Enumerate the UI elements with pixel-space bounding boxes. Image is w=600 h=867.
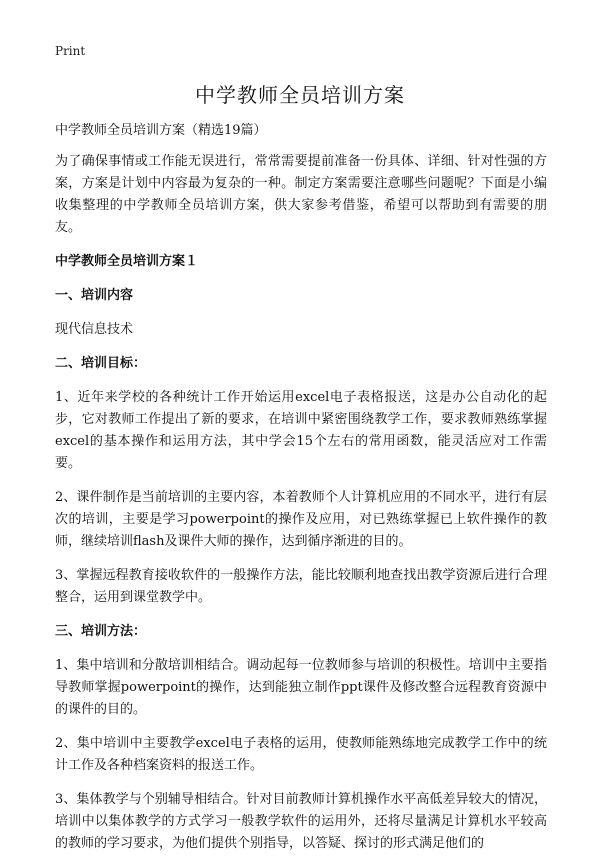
training-content-text: 现代信息技术 [55,322,134,337]
intro-paragraph: 为了确保事情或工作能无误进行，常常需要提前准备一份具体、详细、针对性强的方案，方案是计划中内容最为复杂的一种。制定方案需要注意哪些问题呢？下面是小编收集整理的中学教师全员培训方案，供大家参考借鉴，希望可以帮助到有需要的朋友。 [55,154,547,235]
goal-paragraph-2: 2、课件制作是当前培训的主要内容，本着教师个人计算机应用的不同水平，进行有层次的培训，主要是学习powerpoint的操作及应用，对已熟练掌握已上软件操作的教师，继续培训flash及课件大师的操作，达到循序渐进的目的。 [55,490,547,549]
heading-training-goals: 二、培训目标： [55,356,147,371]
method-paragraph-1: 1、集中培训和分散培训相结合。调动起每一位教师参与培训的积极性。培训中主要指导教师掌握powerpoint的操作，达到能独立制作ppt课件及修改整合远程教育资源中的课件的目的。 [55,658,547,717]
print-label: Print [55,44,86,58]
heading-training-methods: 三、培训方法： [55,624,147,639]
goal-paragraph-1: 1、近年来学校的各种统计工作开始运用excel电子表格报送，这是办公自动化的起步，它对教师工作提出了新的要求，在培训中紧密围绕教学工作，要求教师熟练掌握excel的基本操作和运用方法，其中学会15个左右的常用函数，能灵活应对工作需要。 [55,390,547,471]
page-title: 中学教师全员培训方案 [195,83,405,107]
subtitle: 中学教师全员培训方案（精选19篇） [55,123,267,138]
heading-training-content: 一、培训内容 [55,288,134,303]
method-paragraph-3: 3、集体教学与个别辅导相结合。针对目前教师计算机操作水平高低差异较大的情况，培训中以集体教学的方式学习一般教学软件的运用外，还将尽量满足计算机水平较高的教师的学习要求，为他们提供个别指导，以答疑、探讨的形式满足他们的 [55,792,547,851]
method-paragraph-2: 2、集中培训中主要教学excel电子表格的运用，使教师能熟练地完成教学工作中的统计工作及各种档案资料的报送工作。 [55,736,547,773]
document-body [55,120,547,867]
goal-paragraph-3: 3、掌握远程教育接收软件的一般操作方法，能比较顺利地查找出教学资源后进行合理整合，运用到课堂教学中。 [55,568,547,605]
section-title: 中学教师全员培训方案１ [55,254,199,269]
